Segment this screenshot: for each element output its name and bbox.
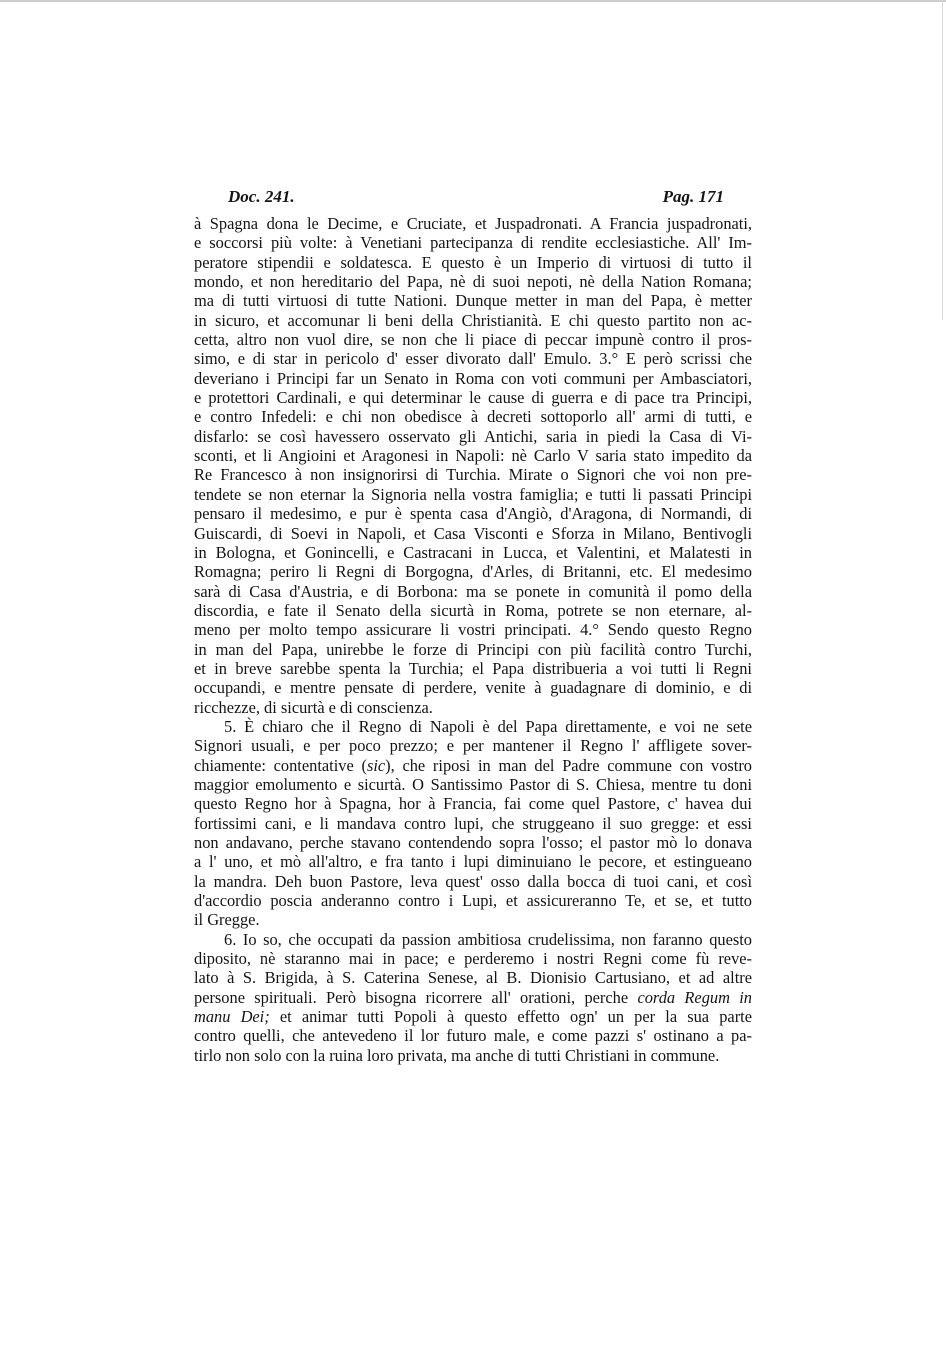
text-line: in sicuro, et accomunar li beni della Christianità. E chi questo partito non ac- (194, 310, 752, 330)
text-line: Romagna; periro li Regni di Borgogna, d'Arles, di Britanni, etc. El medesimo (194, 562, 752, 582)
text-line: peratore stipendii e soldatesca. E questo è un Imperio di virtuosi di tutto il (194, 252, 752, 272)
text-line: diposito, nè staranno mai in pace; e perderemo i nostri Regni come fù reve- (194, 949, 752, 969)
text-line: persone spirituali. Però bisogna ricorrere all' orationi, perche corda Regum in (194, 987, 752, 1007)
text-line: disfarlo: se così havessero osservato gli Antichi, saria in piedi la Casa di Vi- (194, 426, 752, 446)
italic-text: corda Regum in (637, 987, 752, 1007)
scan-edge-right (942, 0, 943, 320)
text-line: e contro Infedeli: e chi non obedisce à decreti sottoporlo all' armi di tutti, e (194, 407, 752, 427)
text-line: a l' uno, et mò all'altro, e fra tanto i lupi diminuiano le pecore, et estingueano (194, 852, 752, 872)
scan-edge-top (0, 0, 946, 2)
text-line: lato à S. Brigida, à S. Caterina Senese, al B. Dionisio Cartusiano, et ad altre (194, 968, 752, 988)
text-line: 5. È chiaro che il Regno di Napoli è del Papa direttamente, e voi ne sete (224, 716, 752, 736)
text-line: cetta, altro non vuol dire, se non che li piace di peccar impunè contro il pros- (194, 330, 752, 350)
text-line: occupandi, e mentre pensate di perdere, venite à guadagnare di dominio, e di (194, 678, 752, 698)
text-line: contro quelli, che antevedeno il lor futuro male, e come pazzi s' ostinano a pa- (194, 1026, 752, 1046)
text-line: mondo, et non hereditario del Papa, nè di suoi nepoti, nè della Nation Romana; (194, 272, 752, 292)
text-line: d'accordio poscia anderanno contro i Lupi, et assicureranno Te, et se, et tutto (194, 891, 752, 911)
text-line: il Gregge. (194, 910, 260, 930)
text-line: maggior emolumento e sicurtà. O Santissimo Pastor di S. Chiesa, mentre tu doni (194, 774, 752, 794)
text-line: e soccorsi più volte: à Venetiani partecipanza di rendite ecclesiastiche. All' Im- (194, 233, 752, 253)
text-line: Re Francesco à non insignorirsi di Turchia. Mirate o Signori che voi non pre- (194, 465, 752, 485)
text-line: in Bologna, et Gonincelli, e Castracani in Lucca, et Valentini, et Malatesti in (194, 542, 752, 562)
text-line: questo Regno hor à Spagna, hor à Francia, fai come quel Pastore, c' havea dui (194, 794, 752, 814)
text-line: meno per molto tempo assicurare li vostri principati. 4.° Sendo questo Regno (194, 620, 752, 640)
text-line: ricchezze, di sicurtà e di conscienza. (194, 697, 433, 717)
text-line: fortissimi cani, e li mandava contro lupi, che struggeano il suo gregge: et essi (194, 813, 752, 833)
text-line: à Spagna dona le Decime, e Cruciate, et Juspadronati. A Francia juspadronati, (194, 214, 752, 233)
text-line: Guiscardi, di Soevi in Napoli, et Casa Visconti e Sforza in Milano, Bentivogli (194, 523, 752, 543)
text-line: non andavano, perche stavano contendendo sopra l'osso; el pastor mò lo donava (194, 833, 752, 852)
page-header (228, 187, 724, 209)
text-line: sarà di Casa d'Austria, e di Borbona: ma se ponete in comunità il pomo della (194, 581, 752, 601)
text-line: tirlo non solo con la ruina loro privata, ma anche di tutti Christiani in commune. (194, 1045, 720, 1065)
italic-text: manu Dei; (194, 1007, 270, 1027)
text-line: manu Dei; et animar tutti Popoli à questo effetto ogn' un per la sua parte (194, 1007, 752, 1027)
text-line: chiamente: contentative (sic), che riposi in man del Padre commune con vostro (194, 755, 752, 775)
text-line: e protettori Cardinali, e qui determinar le cause di guerra e di pace tra Principi, (194, 388, 752, 408)
text-line: pensaro il medesimo, e pur è spenta casa d'Angiò, d'Aragona, di Normandi, di (194, 504, 752, 524)
text-line: 6. Io so, che occupati da passion ambitiosa crudelissima, non faranno questo (224, 929, 752, 949)
document-number: Doc. 241. (228, 187, 295, 206)
page-number: Pag. 171 (662, 187, 724, 206)
text-line: sconti, et li Angioini et Aragonesi in Napoli: nè Carlo V saria stato impedito da (194, 446, 752, 466)
text-line: discordia, e fate il Senato della sicurtà in Roma, potrete se non eternare, al- (194, 600, 752, 620)
text-line: in man del Papa, unirebbe le forze di Principi con più facilità contro Turchi, (194, 639, 752, 659)
text-line: la mandra. Deh buon Pastore, leva quest' osso dalla bocca di tuoi cani, et così (194, 871, 752, 891)
italic-text: sic (366, 755, 386, 775)
text-line: ma di tutti virtuosi di tutte Nationi. Dunque metter in man del Papa, è metter (194, 291, 752, 311)
text-line: et in breve sarebbe spenta la Turchia; el Papa distribueria a voi tutti li Regni (194, 658, 752, 678)
text-line: deveriano i Principi far un Senato in Roma con voti communi per Ambasciatori, (194, 368, 752, 388)
text-line: tendete se non eternar la Signoria nella vostra famiglia; e tutti li passati Principi (194, 484, 752, 504)
text-line: simo, e di star in pericolo d' esser divorato dall' Emulo. 3.° E però scrissi che (194, 349, 752, 369)
body-text (194, 214, 752, 1065)
text-line: Signori usuali, e per poco prezzo; e per mantener il Regno l' affligete sover- (194, 736, 752, 756)
